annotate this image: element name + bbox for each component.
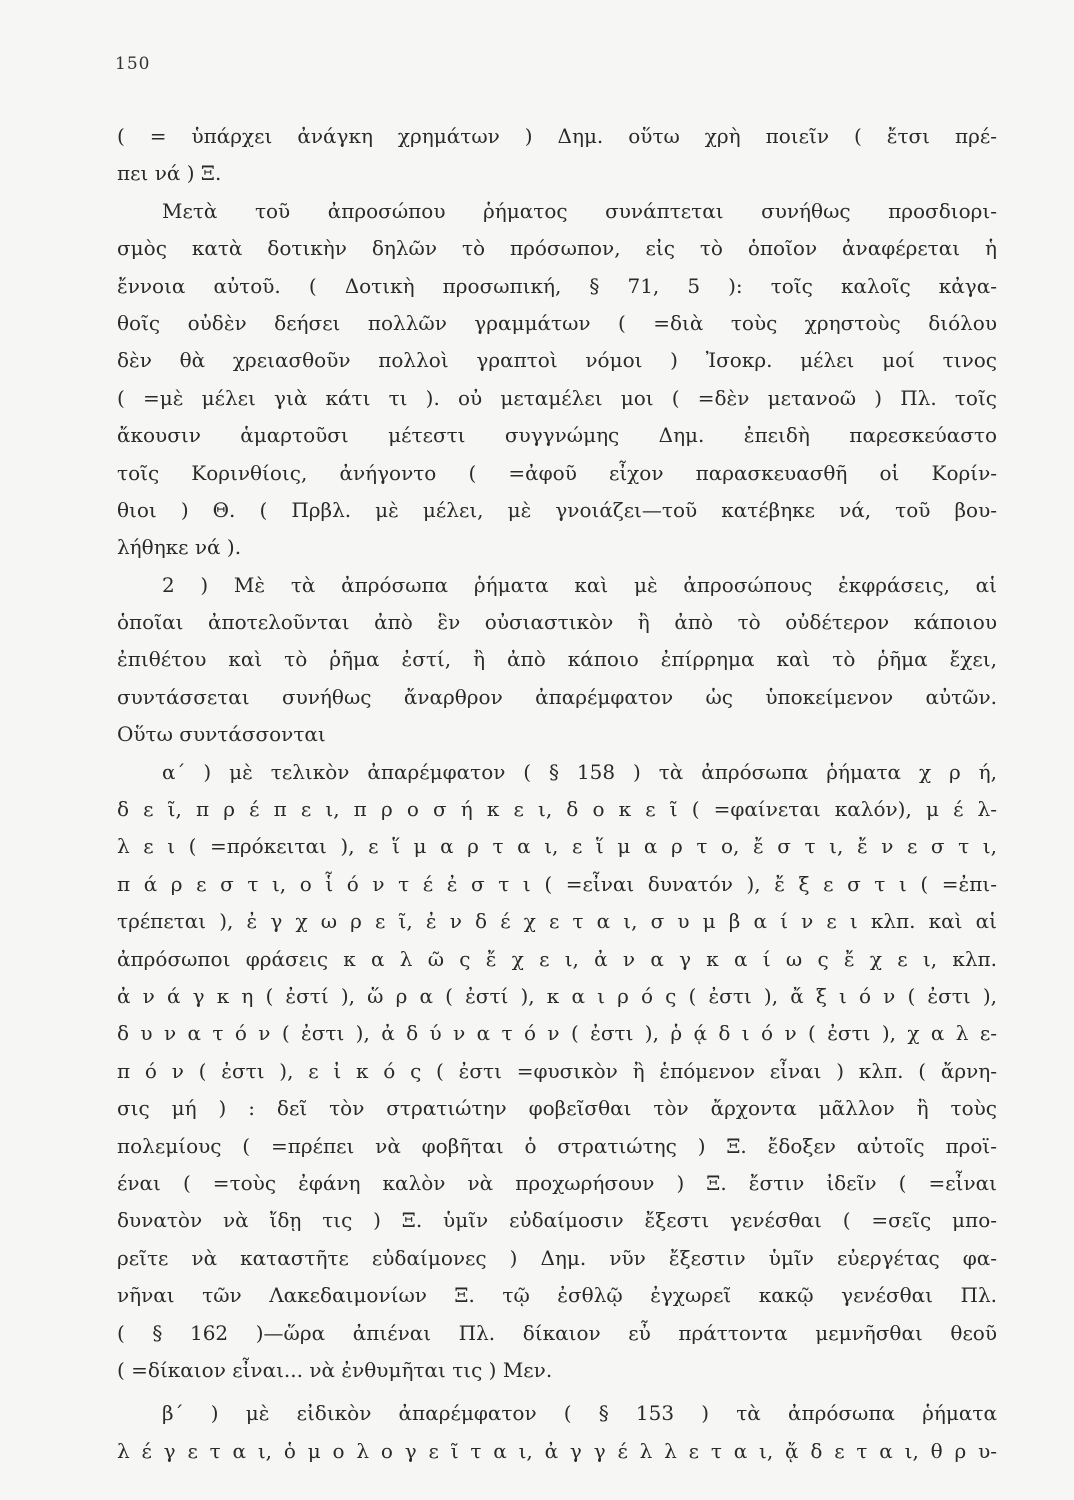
text-line: συντάσσεται συνήθως ἄναρθρον ἀπαρέμφατον ὡς ὑποκείμενον αὐτῶν. — [117, 684, 997, 709]
text-line: λ έ γ ε τ α ι, ὁ μ ο λ ο γ ε ῖ τ α ι, ἀ γ γ έ λ λ ε τ α ι, ᾄ δ ε τ α ι, θ ρ υ- — [117, 1438, 997, 1463]
text-line: θοῖς οὐδὲν δεήσει πολλῶν γραμμάτων ( =διὰ τοὺς χρηστοὺς διόλου — [117, 310, 997, 335]
text-line: σις μή ) : δεῖ τὸν στρατιώτην φοβεῖσθαι τὸν ἄρχοντα μᾶλλον ἢ τοὺς — [117, 1096, 997, 1121]
text-line: ( = ὑπάρχει ἀνάγκη χρημάτων ) Δημ. οὕτω χρὴ ποιεῖν ( ἔτσι πρέ- — [117, 124, 997, 148]
text-line: δὲν θὰ χρειασθοῦν πολλοὶ γραπτοὶ νόμοι ) Ἰσοκρ. μέλει μοί τινος — [117, 348, 997, 373]
text-line: θιοι ) Θ. ( Πρβλ. μὲ μέλει, μὲ γνοιάζει—τοῦ κατέβηκε νά, τοῦ βου- — [117, 497, 997, 522]
text-line: τρέπεται ), ἐ γ χ ω ρ ε ῖ, ἐ ν δ έ χ ε τ α ι, σ υ μ β α ί ν ε ι κλπ. καὶ αἱ — [117, 909, 997, 934]
text-line: Οὕτω συντάσσονται — [117, 722, 326, 747]
text-line: έναι ( =τοὺς ἐφάνη καλὸν νὰ προχωρήσουν ) Ξ. ἔστιν ἰδεῖν ( =εἶναι — [117, 1170, 997, 1195]
text-line: ἐπιθέτου καὶ τὸ ῥῆμα ἐστί, ἢ ἀπὸ κάποιο ἐπίρρημα καὶ τὸ ῥῆμα ἔχει, — [117, 647, 997, 672]
text-line: β΄ ) μὲ εἰδικὸν ἀπαρέμφατον ( § 153 ) τὰ ἀπρόσωπα ῥήματα — [162, 1401, 997, 1426]
text-line: π ά ρ ε σ τ ι, ο ἷ ό ν τ έ ἐ σ τ ι ( =εἶναι δυνατόν ), ἔ ξ ε σ τ ι ( =ἐπι- — [117, 871, 997, 896]
text-line: ( § 162 )—ὥρα ἀπιέναι Πλ. δίκαιον εὖ πράττοντα μεμνῆσθαι θεοῦ — [117, 1320, 997, 1345]
text-line: λήθηκε νά ). — [117, 535, 242, 560]
page-number: 150 — [115, 54, 151, 74]
text-line: δυνατὸν νὰ ἴδῃ τις ) Ξ. ὑμῖν εὐδαίμοσιν ἔξεστι γενέσθαι ( =σεῖς μπο- — [117, 1208, 997, 1233]
text-line: νῆναι τῶν Λακεδαιμονίων Ξ. τῷ ἐσθλῷ ἐγχωρεῖ κακῷ γενέσθαι Πλ. — [117, 1283, 997, 1308]
text-line: λ ε ι ( =πρόκειται ), ε ἵ μ α ρ τ α ι, ε ἵ μ α ρ τ ο, ἔ σ τ ι, ἔ ν ε σ τ ι, — [117, 834, 997, 859]
text-line: ρεῖτε νὰ καταστῆτε εὐδαίμονες ) Δημ. νῦν ἔξεστιν ὑμῖν εὐεργέτας φα- — [117, 1245, 997, 1270]
text-body — [117, 118, 997, 1470]
text-line: σμὸς κατὰ δοτικὴν δηλῶν τὸ πρόσωπον, εἰς τὸ ὁποῖον ἀναφέρεται ἡ — [117, 236, 997, 261]
text-line: α΄ ) μὲ τελικὸν ἀπαρέμφατον ( § 158 ) τὰ ἀπρόσωπα ῥήματα χ ρ ή, — [162, 759, 997, 784]
text-line: πολεμίους ( =πρέπει νὰ φοβῆται ὁ στρατιώτης ) Ξ. ἔδοξεν αὐτοῖς προϊ- — [117, 1133, 997, 1158]
text-line: ( =δίκαιον εἶναι... νὰ ἐνθυμῆται τις ) Μεν. — [117, 1357, 553, 1382]
text-line: τοῖς Κορινθίοις, ἀνήγοντο ( =ἀφοῦ εἶχον παρασκευασθῆ οἱ Κορίν- — [117, 460, 997, 485]
text-line: 2 ) Μὲ τὰ ἀπρόσωπα ῥήματα καὶ μὲ ἀπροσώπους ἐκφράσεις, αἱ — [162, 572, 997, 597]
text-line: ( =μὲ μέλει γιὰ κάτι τι ). οὐ μεταμέλει μοι ( =δὲν μετανοῶ ) Πλ. τοῖς — [117, 385, 997, 410]
text-line: δ ε ῖ, π ρ έ π ε ι, π ρ ο σ ή κ ε ι, δ ο κ ε ῖ ( =φαίνεται καλόν), μ έ λ- — [117, 797, 997, 822]
text-line: ὁποῖαι ἀποτελοῦνται ἀπὸ ἓν οὐσιαστικὸν ἢ ἀπὸ τὸ οὐδέτερον κάποιου — [117, 610, 997, 635]
text-line: ἔννοια αὐτοῦ. ( Δοτικὴ προσωπική, § 71, 5 ): τοῖς καλοῖς κἀγα- — [117, 273, 997, 298]
text-line: Μετὰ τοῦ ἀπροσώπου ῥήματος συνάπτεται συνήθως προσδιορι- — [162, 198, 997, 223]
text-line: δ υ ν α τ ό ν ( ἐστι ), ἀ δ ύ ν α τ ό ν ( ἐστι ), ῥ ᾴ δ ι ό ν ( ἐστι ), χ α λ ε- — [117, 1021, 997, 1046]
text-line: πει νά ) Ξ. — [117, 161, 222, 186]
text-line: ἀ ν ά γ κ η ( ἐστί ), ὥ ρ α ( ἐστί ), κ α ι ρ ό ς ( ἐστι ), ἄ ξ ι ό ν ( ἐστι ), — [117, 983, 997, 1008]
text-line: ἄκουσιν ἁμαρτοῦσι μέτεστι συγγνώμης Δημ. ἐπειδὴ παρεσκεύαστο — [117, 423, 997, 448]
text-line: ἀπρόσωποι φράσεις κ α λ ῶ ς ἔ χ ε ι, ἀ ν α γ κ α ί ω ς ἔ χ ε ι, κλπ. — [117, 946, 997, 971]
text-line: π ό ν ( ἐστι ), ε ἰ κ ό ς ( ἐστι =φυσικὸν ἢ ἑπόμενον εἶναι ) κλπ. ( ἄρνη- — [117, 1058, 997, 1083]
